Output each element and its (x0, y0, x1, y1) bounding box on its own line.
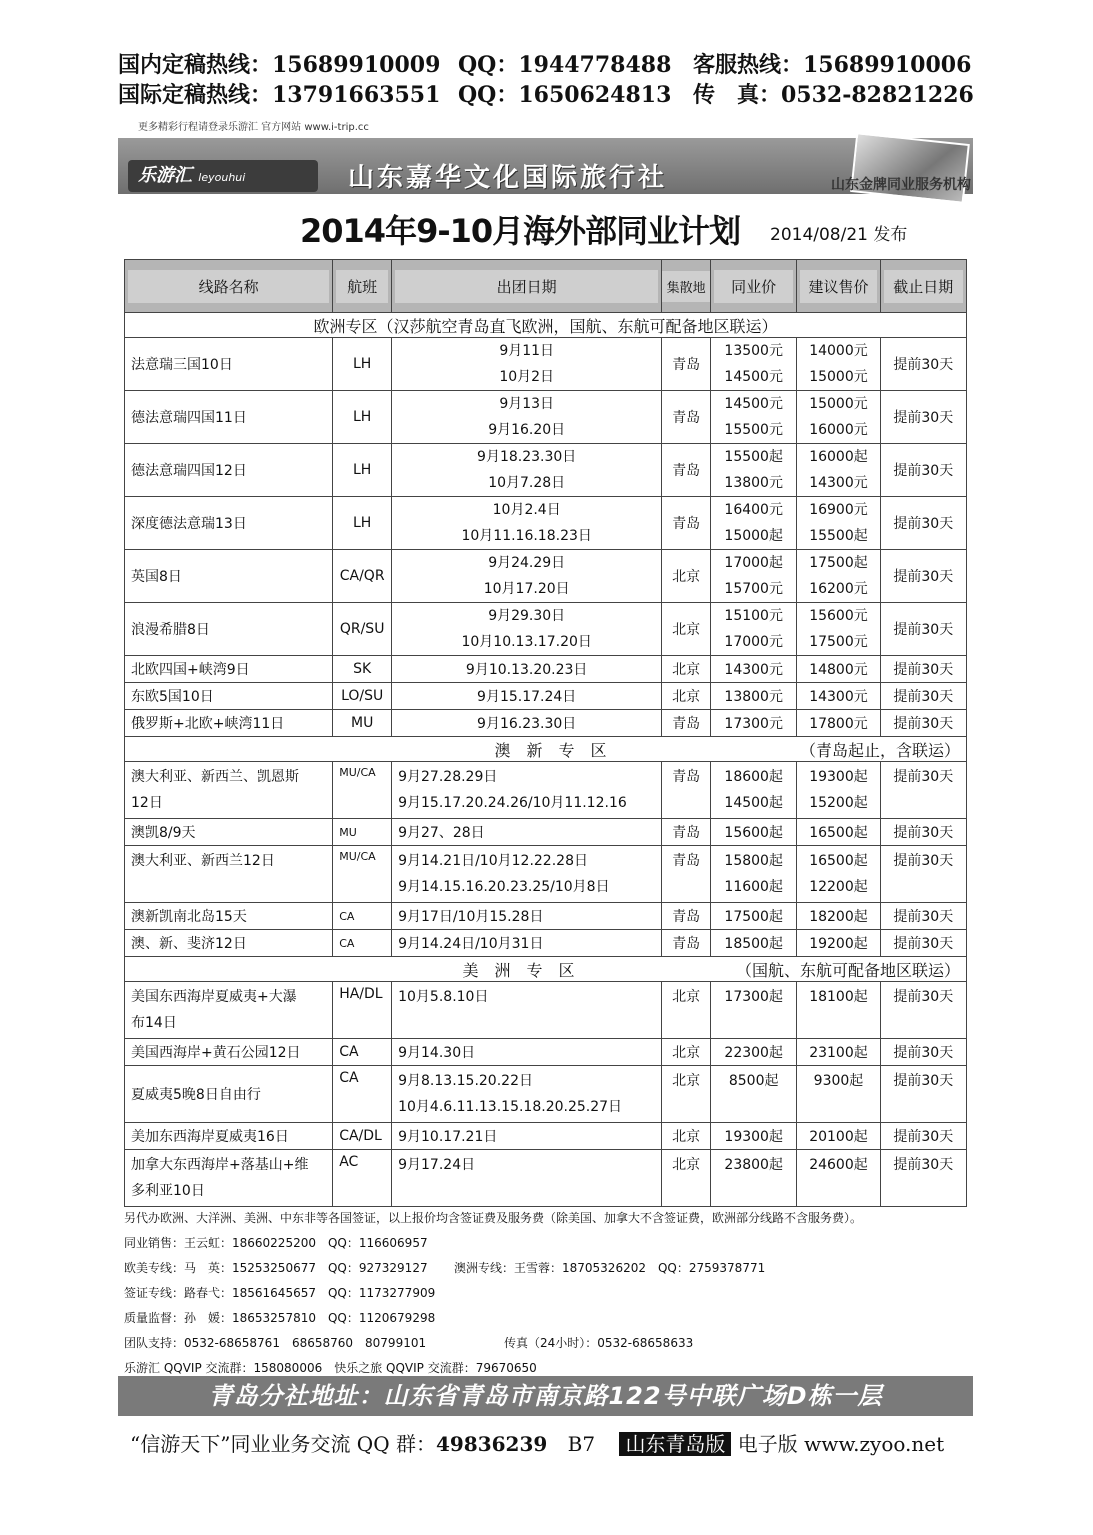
website-line: 更多精彩行程请登录乐游汇 官方网站 www.i-trip.cc (138, 122, 369, 133)
table-row: 澳新凯南北岛15天 CA 9月17日/10月15.28日 青岛 17500起 18200起 提前30天 (125, 903, 967, 930)
header-route: 线路名称 (125, 260, 333, 313)
company-name: 山东嘉华文化国际旅行社 (348, 163, 668, 193)
table-row: 深度德法意瑞13日 LH 10月2.4日 10月11.16.18.23日 青岛 16400元 15000起 16900元 15500起 提前30天 (125, 497, 967, 550)
table-row: 澳、新、斐济12日 CA 9月14.24日/10月31日 青岛 18500起 19200起 提前30天 (125, 930, 967, 957)
qq-groups: 乐游汇 QQVIP 交流群：158080006 快乐之旅 QQVIP 交流群：79670650 (124, 1361, 537, 1375)
hotlines (118, 50, 978, 110)
euro-us-contact: 欧美专线：马 英：15253250677 QQ：927329127 (124, 1261, 428, 1275)
header-peer-price: 同业价 (711, 260, 797, 313)
header-flight: 航班 (333, 260, 392, 313)
title-row (118, 206, 973, 256)
visa-contact: 签证专线：路春弋：18561645657 QQ：1173277909 (124, 1286, 436, 1300)
visa-note: 另代办欧洲、大洋洲、美洲、中东非等各国签证，以上报价均含签证费及服务费（除美国、加拿大不含签证费，欧洲部分线路不含服务费）。 (124, 1211, 863, 1225)
flyer-frame (118, 118, 973, 1418)
header-hub: 集散地 (662, 260, 711, 313)
branch-address: 青岛分社地址：山东省青岛市南京路122号中联广场D栋一层 (118, 1376, 973, 1416)
table-row: 澳大利亚、新西兰12日 MU/CA 9月14.21日/10月12.22.28日 9月14.15.16.20.23.25/10月8日 青岛 15800起 11600起 16500起 12200起 提前30天 (125, 846, 967, 903)
table-row: 俄罗斯+北欧+峡湾11日 MU 9月16.23.30日 青岛 17300元 17800元 提前30天 (125, 710, 967, 737)
fax-24h: 传真（24小时）：0532-68658633 (504, 1336, 694, 1350)
table-row: 浪漫希腊8日 QR/SU 9月29.30日 10月10.13.17.20日 北京 15100元 17000元 15600元 17500元 提前30天 (125, 603, 967, 656)
footer-text: “信游天下”同业业务交流 QQ 群： (130, 1432, 436, 1456)
table-row: 英国8日 CA/QR 9月24.29日 10月17.20日 北京 17000起 15700元 17500起 16200元 提前30天 (125, 550, 967, 603)
sales-contact: 同业销售：王云虹：18660225200 QQ：116606957 (124, 1236, 428, 1250)
section-oceania: 澳 新 专 区 （青岛起止，含联运） (125, 737, 967, 762)
header-dates: 出团日期 (392, 260, 662, 313)
table-row: 澳凯8/9天 MU 9月27、28日 青岛 15600起 16500起 提前30天 (125, 819, 967, 846)
section-europe: 欧洲专区（汉莎航空青岛直飞欧洲，国航、东航可配备地区联运） (125, 313, 967, 338)
domestic-hotline: 国内定稿热线：15689910009 (118, 52, 441, 78)
table-row: 美国西海岸+黄石公园12日 CA 9月14.30日 北京 22300起 23100起 提前30天 (125, 1039, 967, 1066)
website: 电子版 www.zyoo.net (737, 1432, 945, 1456)
intl-qq: QQ：1650624813 (458, 82, 672, 108)
service-hotline: 客服热线：15689910006 (693, 52, 972, 78)
footer-qq: 49836239 (435, 1432, 548, 1456)
table-row: 夏威夷5晚8日自由行 CA 9月8.13.15.20.22日 10月4.6.11.13.15.18.20.25.27日 北京 8500起 9300起 提前30天 (125, 1066, 967, 1123)
header-deadline: 截止日期 (880, 260, 966, 313)
edition-badge: 山东青岛版 (619, 1432, 731, 1456)
table-row: 美加东西海岸夏威夷16日 CA/DL 9月10.17.21日 北京 19300起 20100起 提前30天 (125, 1123, 967, 1150)
table-header (125, 260, 967, 313)
table-row: 澳大利亚、新西兰、凯恩斯 12日 MU/CA 9月27.28.29日 9月15.17.20.24.26/10月11.12.16 青岛 18600起 14500起 19300起 15200起 提前30天 (125, 762, 967, 819)
section-america: 美 洲 专 区 （国航、东航可配备地区联运） (125, 957, 967, 982)
footer (130, 1430, 980, 1458)
table-row: 东欧5国10日 LO/SU 9月15.17.24日 北京 13800元 14300元 提前30天 (125, 683, 967, 710)
table-row: 德法意瑞四国11日 LH 9月13日 9月16.20日 青岛 14500元 15500元 15000元 16000元 提前30天 (125, 391, 967, 444)
table-row: 加拿大东西海岸+落基山+维 多利亚10日 AC 9月17.24日 北京 23800起 24600起 提前30天 (125, 1150, 967, 1207)
table-row: 法意瑞三国10日 LH 9月11日 10月2日 青岛 13500元 14500元 14000元 15000元 提前30天 (125, 338, 967, 391)
table-row: 德法意瑞四国12日 LH 9月18.23.30日 10月7.28日 青岛 15500起 13800元 16000起 14300元 提前30天 (125, 444, 967, 497)
publish-date: 2014/08/21 发布 (770, 225, 908, 245)
domestic-qq: QQ：1944778488 (458, 52, 672, 78)
team-support: 团队支持：0532-68658761 68658760 80799101 (124, 1336, 427, 1350)
table-row: 北欧四国+峡湾9日 SK 9月10.13.20.23日 北京 14300元 14800元 提前30天 (125, 656, 967, 683)
intl-hotline: 国际定稿热线：13791663551 (118, 82, 441, 108)
page-title: 2014年9-10月海外部同业计划 (300, 212, 741, 250)
page-number: B7 (567, 1432, 596, 1456)
aus-contact: 澳洲专线：王雪蓉：18705326202 QQ：2759378771 (454, 1261, 766, 1275)
header-retail-price: 建议售价 (797, 260, 880, 313)
itinerary-table (124, 259, 967, 1207)
tagline: 山东金牌同业服务机构 (831, 177, 971, 193)
contact-notes (124, 1206, 967, 1381)
table-row: 美国东西海岸夏威夷+大瀑 布14日 HA/DL 10月5.8.10日 北京 17300起 18100起 提前30天 (125, 982, 967, 1039)
quality-contact: 质量监督：孙 媛：18653257810 QQ：1120679298 (124, 1311, 436, 1325)
brand-logo: 乐游汇 leyouhui (128, 160, 318, 192)
fax-line: 传 真：0532-82821226 (693, 82, 974, 108)
